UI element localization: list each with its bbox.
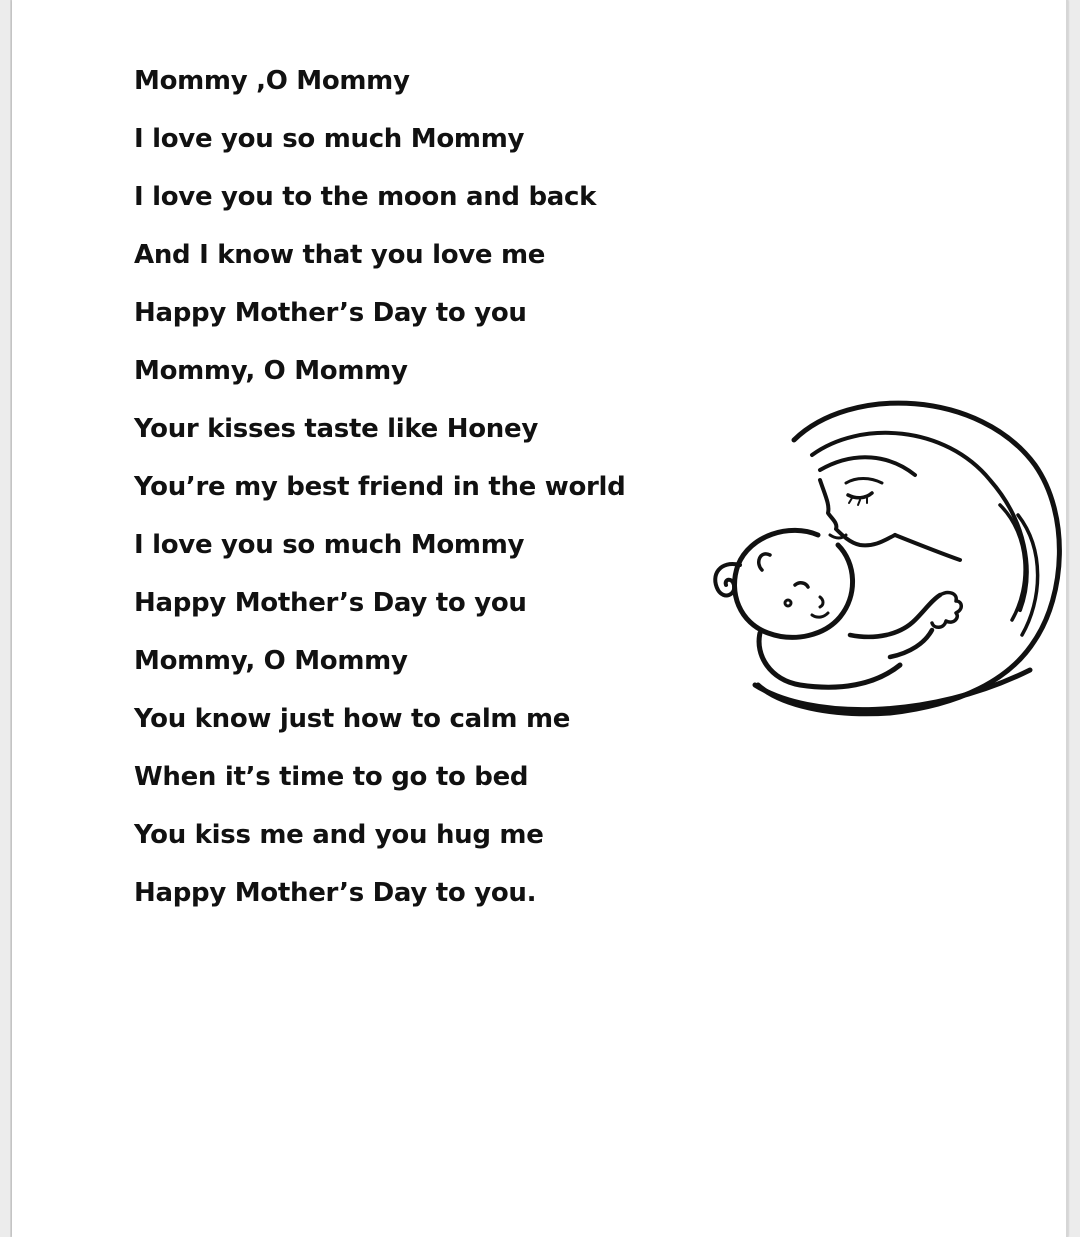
poem-line: Happy Mother’s Day to you — [134, 588, 527, 618]
poem-line: And I know that you love me — [134, 240, 546, 270]
poem-line: Happy Mother’s Day to you — [134, 298, 527, 328]
poem-line: I love you to the moon and back — [134, 182, 597, 212]
poem-line: Mommy, O Mommy — [134, 356, 408, 386]
bottom-swoosh — [755, 670, 1030, 710]
poem-line: Your kisses taste like Honey — [134, 414, 538, 444]
poem-line: Mommy ,O Mommy — [134, 66, 410, 96]
baby-mouth — [812, 613, 828, 617]
poem-line: I love you so much Mommy — [134, 530, 525, 560]
mother-lips — [830, 535, 846, 538]
baby-eye — [795, 583, 808, 587]
baby-arm — [850, 595, 940, 637]
poem-line: You’re my best friend in the world — [134, 472, 626, 502]
poem-line: You know just how to calm me — [134, 704, 571, 734]
baby-nose — [820, 597, 823, 607]
baby-ear — [759, 554, 770, 570]
baby-body — [759, 633, 900, 687]
mother-hair-outer — [758, 403, 1059, 714]
mother-eyelash-2 — [858, 500, 860, 505]
poem-line: Mommy, O Mommy — [134, 646, 408, 676]
poem-line: You kiss me and you hug me — [134, 820, 544, 850]
mother-hair-fringe — [820, 457, 915, 475]
mother-eye — [848, 493, 872, 498]
baby-head — [735, 530, 853, 637]
mother-eyelash-1 — [849, 498, 852, 503]
poem-line: Happy Mother’s Day to you. — [134, 878, 537, 908]
baby-cheek — [785, 600, 791, 606]
poem-line: When it’s time to go to bed — [134, 762, 529, 792]
poem — [134, 52, 625, 922]
poem-line: I love you so much Mommy — [134, 124, 525, 154]
mother-neck — [895, 535, 960, 560]
mother-eyebrow — [846, 479, 882, 484]
mother-and-baby-icon — [700, 395, 1070, 725]
